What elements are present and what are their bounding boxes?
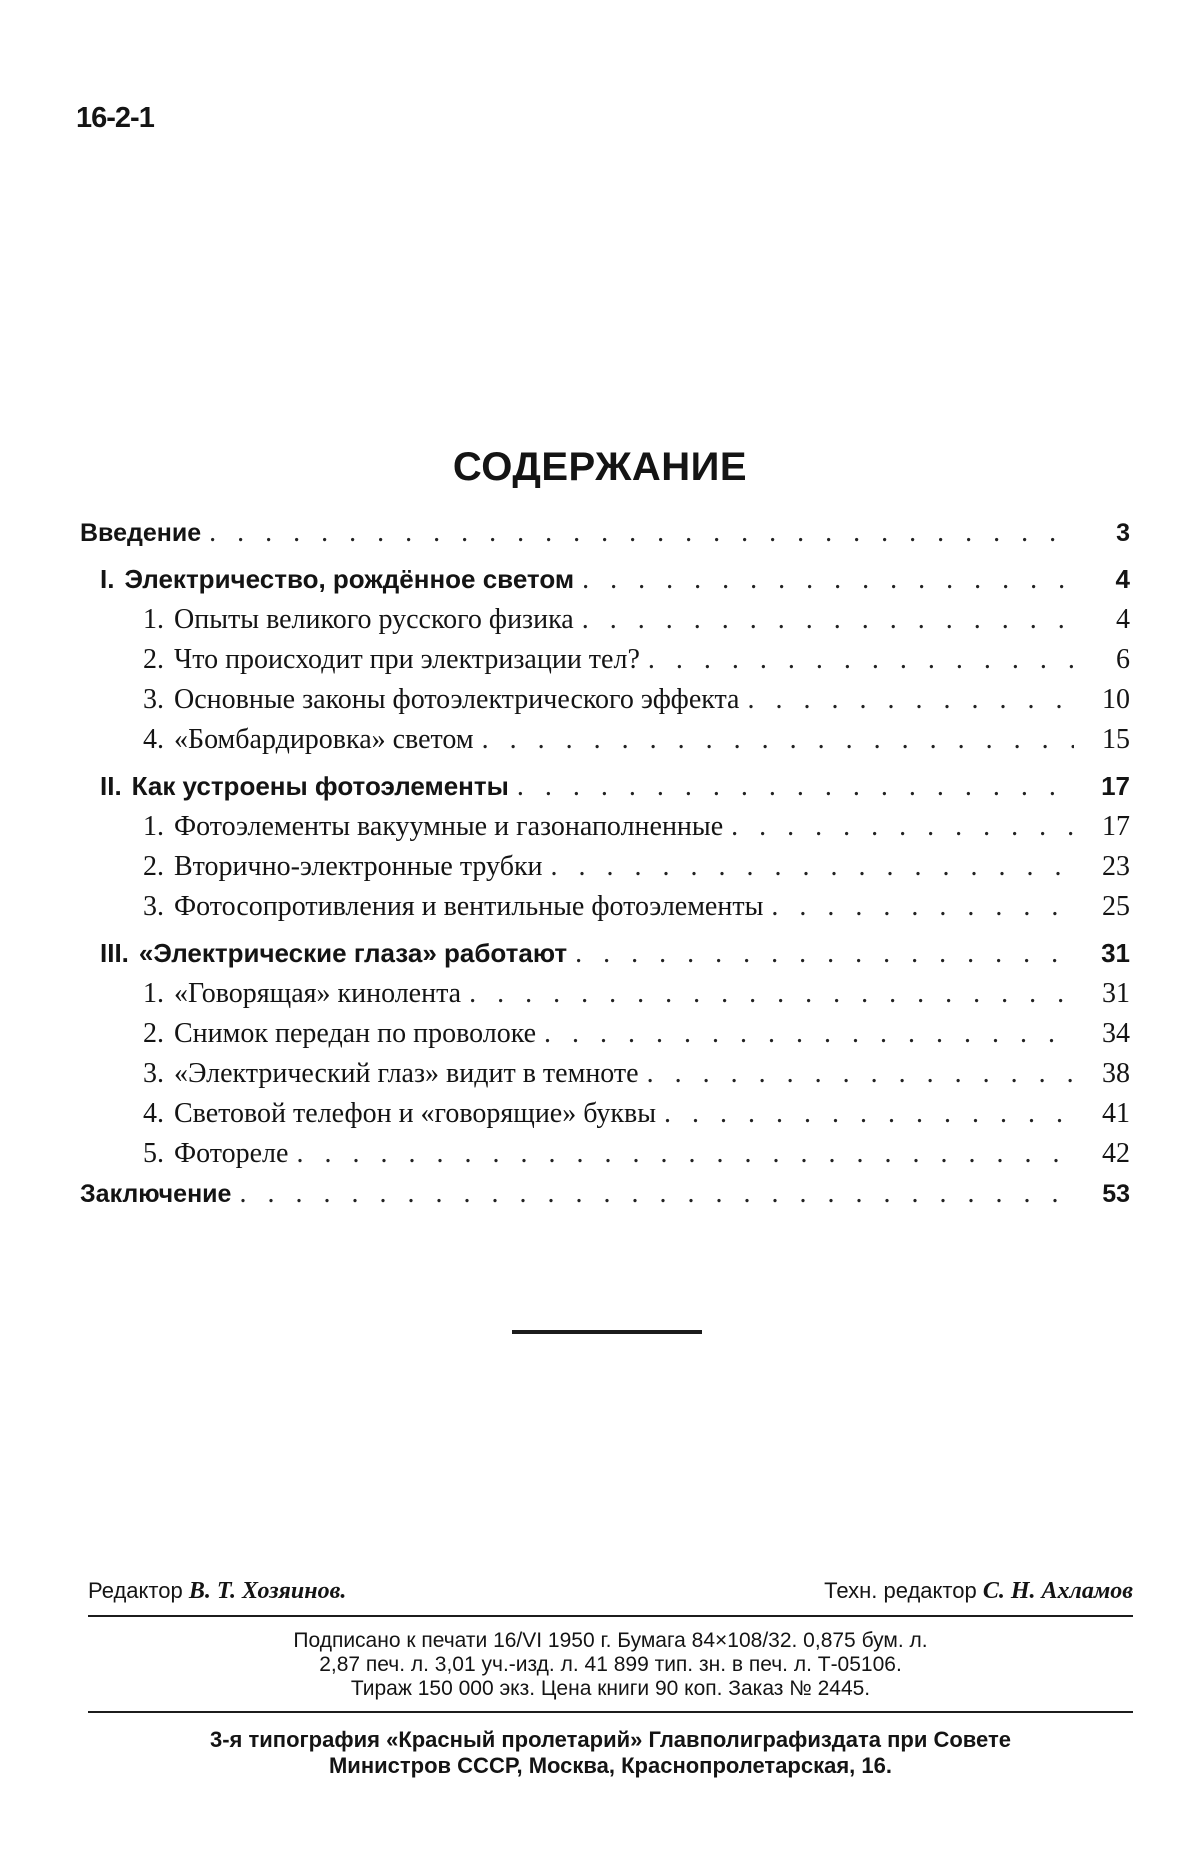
- toc-page: 3: [1116, 519, 1130, 547]
- toc-entry-intro[interactable]: [80, 517, 1130, 557]
- toc-label: «Говорящая» кинолента: [174, 978, 462, 1009]
- toc-number: II.: [100, 771, 122, 801]
- toc-item[interactable]: [80, 644, 1130, 684]
- toc-chapter-1[interactable]: [80, 564, 1130, 604]
- leader-dots: [296, 1138, 1074, 1170]
- toc-label: Фотоэлементы вакуумные и газонаполненные: [174, 811, 724, 842]
- printing-house: [88, 1717, 1133, 1779]
- toc-page: 17: [1102, 811, 1130, 842]
- toc-page: 4: [1116, 604, 1130, 635]
- toc-label: Что происходит при электризации тел?: [174, 644, 640, 675]
- editor: [88, 1578, 346, 1605]
- imprint-rule: [88, 1615, 1133, 1617]
- toc-item[interactable]: [80, 1058, 1130, 1098]
- editor-name: В. Т. Хозяинов.: [188, 1578, 347, 1604]
- toc-label: Введение: [80, 519, 202, 547]
- toc-item[interactable]: [80, 724, 1130, 764]
- toc-number: 3.: [143, 891, 164, 922]
- toc-item[interactable]: [80, 684, 1130, 724]
- section-divider: [512, 1330, 702, 1334]
- leader-dots: [209, 517, 1074, 549]
- toc-number: 2.: [143, 644, 164, 675]
- toc-number: 4.: [143, 1098, 164, 1129]
- toc-label: Световой телефон и «говорящие» буквы: [174, 1098, 657, 1129]
- leader-dots: [482, 724, 1074, 756]
- leader-dots: [747, 684, 1074, 716]
- imprint-block: [88, 1578, 1133, 1779]
- toc-chapter-3[interactable]: [80, 938, 1130, 978]
- toc-page: 10: [1102, 684, 1130, 715]
- leader-dots: [648, 644, 1074, 676]
- leader-dots: [771, 891, 1074, 923]
- toc-page: 38: [1102, 1058, 1130, 1089]
- toc-number: 1.: [143, 604, 164, 635]
- leader-dots: [551, 851, 1074, 883]
- toc-number: 4.: [143, 724, 164, 755]
- toc-label: Фотореле: [174, 1138, 289, 1169]
- toc-page: 17: [1101, 771, 1130, 801]
- toc-item[interactable]: [80, 604, 1130, 644]
- toc-number: III.: [100, 938, 129, 968]
- print-info: [88, 1621, 1133, 1707]
- toc-page: 31: [1101, 938, 1130, 968]
- toc-item[interactable]: [80, 1018, 1130, 1058]
- leader-dots: [239, 1178, 1074, 1210]
- toc-label: Основные законы фотоэлектрического эффекта: [174, 684, 740, 715]
- leader-dots: [647, 1058, 1074, 1090]
- toc-page: 53: [1102, 1180, 1130, 1208]
- toc-label: «Бомбардировка» светом: [174, 724, 474, 755]
- toc-entry-conclusion[interactable]: [80, 1178, 1130, 1218]
- toc-page: 25: [1102, 891, 1130, 922]
- toc-item[interactable]: [80, 891, 1130, 931]
- toc-label: Как устроены фотоэлементы: [131, 771, 509, 801]
- imprint-rule: [88, 1711, 1133, 1713]
- toc-label: «Электрический глаз» видит в темноте: [174, 1058, 639, 1089]
- toc-item[interactable]: [80, 978, 1130, 1018]
- toc-chapter-2[interactable]: [80, 771, 1130, 811]
- print-info-line: 2,87 печ. л. 3,01 уч.-изд. л. 41 899 тип. зн. в печ. л. Т-05106.: [319, 1653, 902, 1676]
- toc-label: Фотосопротивления и вентильные фотоэлементы: [174, 891, 764, 922]
- toc-label: «Электрические глаза» работают: [138, 938, 568, 968]
- toc-page: 41: [1102, 1098, 1130, 1129]
- printing-house-line: 3-я типография «Красный пролетарий» Главполиграфиздата при Совете: [209, 1727, 1011, 1752]
- print-info-line: Тираж 150 000 экз. Цена книги 90 коп. Заказ № 2445.: [350, 1677, 871, 1700]
- toc-number: 5.: [143, 1138, 164, 1169]
- leader-dots: [731, 811, 1074, 843]
- page-title: СОДЕРЖАНИЕ: [452, 445, 748, 489]
- toc-page: 42: [1102, 1138, 1130, 1169]
- toc-page: 23: [1102, 851, 1130, 882]
- tech-editor-name: С. Н. Ахламов: [982, 1578, 1133, 1604]
- toc-page: 15: [1102, 724, 1130, 755]
- toc-page: 6: [1116, 644, 1130, 675]
- toc-number: 2.: [143, 1018, 164, 1049]
- tech-editor-label: Техн. редактор: [824, 1578, 977, 1603]
- editor-label: Редактор: [88, 1578, 183, 1603]
- toc-label: Вторично-электронные трубки: [174, 851, 543, 882]
- table-of-contents: [80, 517, 1130, 1218]
- toc-item[interactable]: [80, 1138, 1130, 1178]
- leader-dots: [582, 604, 1074, 636]
- toc-page: 31: [1102, 978, 1130, 1009]
- leader-dots: [664, 1098, 1074, 1130]
- toc-number: 1.: [143, 978, 164, 1009]
- print-info-line: Подписано к печати 16/VI 1950 г. Бумага 84×108/32. 0,875 бум. л.: [293, 1629, 928, 1652]
- toc-item[interactable]: [80, 851, 1130, 891]
- toc-number: 3.: [143, 1058, 164, 1089]
- leader-dots: [544, 1018, 1074, 1050]
- toc-label: Электричество, рождённое светом: [124, 564, 575, 594]
- printing-house-line: Министров СССР, Москва, Краснопролетарская, 16.: [328, 1753, 892, 1778]
- toc-number: 3.: [143, 684, 164, 715]
- toc-number: I.: [100, 564, 115, 594]
- leader-dots: [575, 938, 1074, 970]
- toc-item[interactable]: [80, 1098, 1130, 1138]
- toc-number: 1.: [143, 811, 164, 842]
- tech-editor: [824, 1578, 1133, 1605]
- toc-label: Опыты великого русского физика: [174, 604, 574, 635]
- leader-dots: [469, 978, 1074, 1010]
- toc-page: 4: [1115, 564, 1130, 594]
- leader-dots: [517, 771, 1074, 803]
- editors-line: [88, 1578, 1133, 1605]
- header-code: 16-2-1: [76, 102, 154, 134]
- leader-dots: [582, 564, 1074, 596]
- toc-item[interactable]: [80, 811, 1130, 851]
- toc-label: Снимок передан по проволоке: [174, 1018, 537, 1049]
- toc-number: 2.: [143, 851, 164, 882]
- toc-page: 34: [1102, 1018, 1130, 1049]
- toc-label: Заключение: [80, 1180, 232, 1208]
